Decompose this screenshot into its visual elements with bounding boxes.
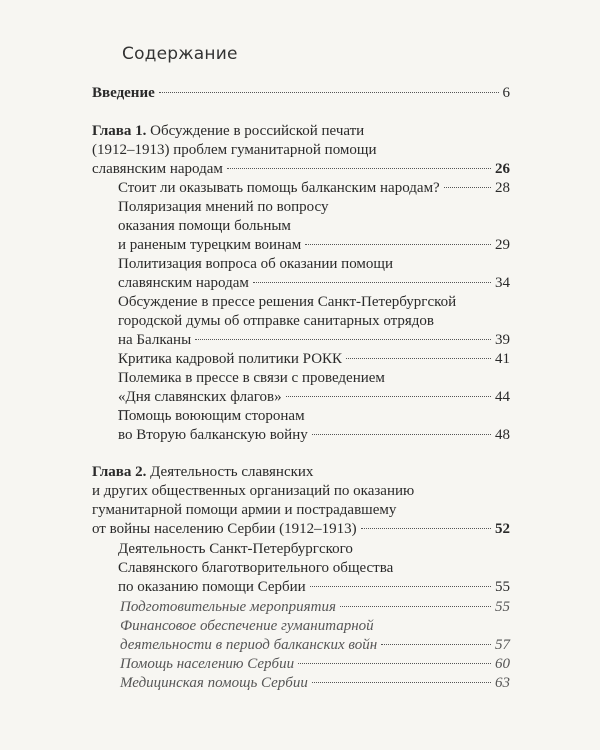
subsection-line: Финансовое обеспечение гуманитарной [120,618,374,634]
section-line: Полемика в прессе в связи с проведением [118,370,385,386]
dot-leader [159,92,499,93]
entry-line: от войны населению Сербии (1912–1913) [92,521,357,537]
subsection-title: Помощь населению Сербии [120,656,295,672]
subsection-title: Медицинская помощь Сербии [120,675,308,691]
toc-section[interactable] [118,198,510,255]
entry-title: Введение [92,85,155,101]
dot-leader [361,528,491,529]
page-number: 6 [502,85,510,101]
section-title: во Вторую балканскую войну [118,427,308,443]
section-title: Стоит ли оказывать помощь балканским народам? [118,180,440,196]
section-line: оказания помощи больным [118,218,291,234]
page-number: 63 [495,675,510,691]
entry-line: Обсуждение в российской печати [150,123,365,139]
dot-leader [346,358,491,359]
toc-subsection[interactable] [120,655,510,674]
page-number: 55 [495,579,510,595]
toc-entry-intro[interactable] [92,84,510,103]
section-title: и раненым турецким воинам [118,237,302,253]
dot-leader [312,434,491,435]
chapter-label: Глава 1. [92,123,147,139]
section-title: «Дня славянских флагов» [118,389,282,405]
dot-leader [310,586,491,587]
toc-subsection[interactable] [120,617,510,655]
toc-subsection[interactable] [120,598,510,617]
toc-subsection[interactable] [120,674,510,693]
page-number: 28 [495,180,510,196]
dot-leader [227,168,491,169]
section-line: Политизация вопроса об оказании помощи [118,256,393,272]
chapter-label: Глава 2. [92,464,147,480]
page-number: 52 [495,521,510,537]
dot-leader [340,606,491,607]
section-title: на Балканы [118,332,192,348]
page-number: 48 [495,427,510,443]
dot-leader [195,339,491,340]
page-number: 26 [495,161,510,177]
subsection-title: деятельности в период балканских войн [120,637,378,653]
page-number: 39 [495,332,510,348]
section-line: городской думы об отправке санитарных отрядов [118,313,434,329]
toc-section[interactable] [118,293,510,350]
section-line: Обсуждение в прессе решения Санкт-Петербургской [118,294,457,310]
dot-leader [286,396,491,397]
subsection-title: Подготовительные мероприятия [120,599,336,615]
dot-leader [298,663,491,664]
dot-leader [253,282,491,283]
toc-section[interactable] [118,407,510,445]
dot-leader [312,682,491,683]
entry-line: славянским народам [92,161,223,177]
section-line: Деятельность Санкт-Петербургского [118,541,353,557]
entry-line: Деятельность славянских [150,464,314,480]
toc-section[interactable] [118,540,510,597]
section-line: Славянского благотворительного общества [118,560,394,576]
dot-leader [305,244,491,245]
entry-line: гуманитарной помощи армии и пострадавшему [92,502,397,518]
toc-section[interactable] [118,350,510,369]
section-title: славянским народам [118,275,249,291]
dot-leader [381,644,491,645]
toc-section[interactable] [118,369,510,407]
section-line: Помощь воюющим сторонам [118,408,305,424]
page-number: 60 [495,656,510,672]
toc-entry-chapter-1[interactable] [92,122,510,179]
toc-section[interactable] [118,255,510,293]
toc-section[interactable] [118,179,510,198]
page-number: 34 [495,275,510,291]
dot-leader [444,187,491,188]
section-line: Поляризация мнений по вопросу [118,199,329,215]
entry-line: и других общественных организаций по оказанию [92,483,415,499]
page-number: 29 [495,237,510,253]
page-number: 57 [495,637,510,653]
page-title: Содержание [122,44,238,64]
entry-line: (1912–1913) проблем гуманитарной помощи [92,142,377,158]
page-number: 41 [495,351,510,367]
section-title: по оказанию помощи Сербии [118,579,306,595]
section-title: Критика кадровой политики РОКК [118,351,343,367]
toc-entry-chapter-2[interactable] [92,463,510,539]
page-number: 55 [495,599,510,615]
page-number: 44 [495,389,510,405]
